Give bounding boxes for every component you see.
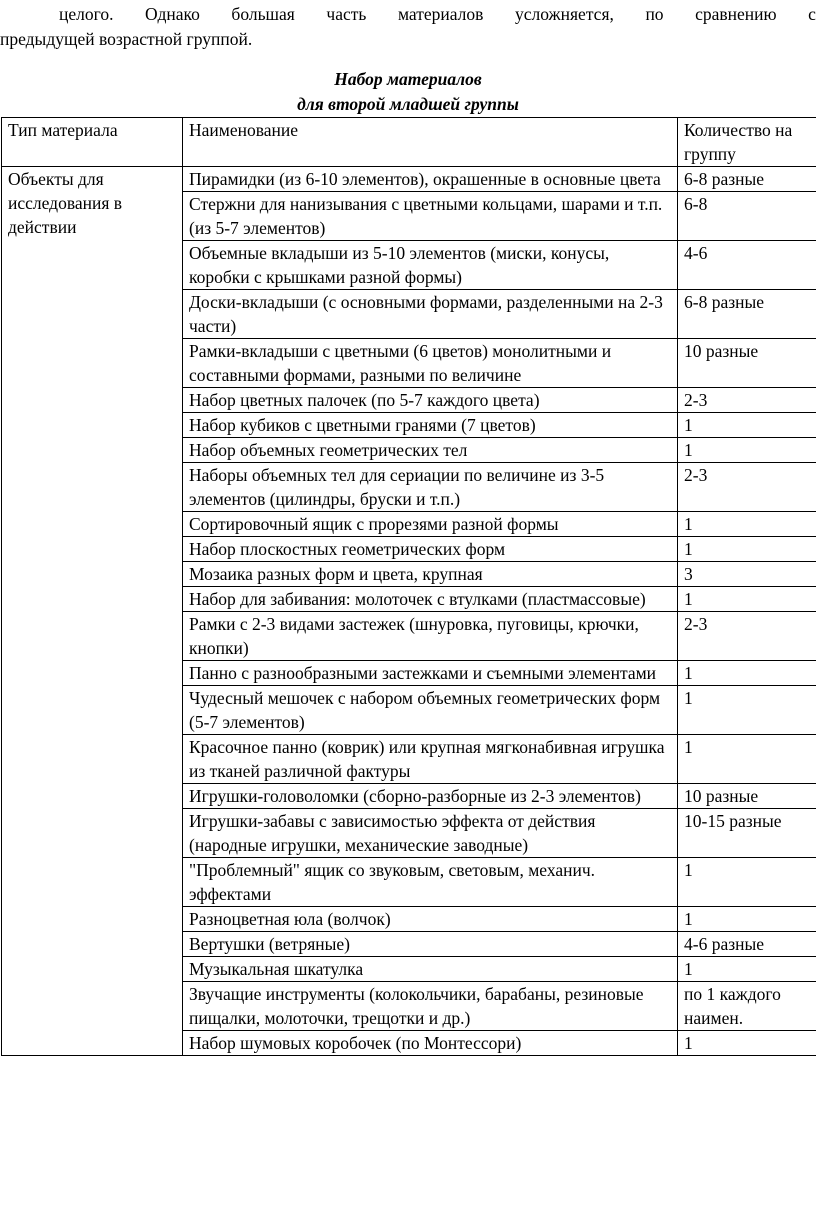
item-name-cell: Объемные вкладыши из 5-10 элементов (миски, конусы, коробки с крышками разной формы) [183, 241, 678, 290]
intro-line-2: предыдущей возрастной группой. [0, 29, 253, 49]
intro-word: материалов [397, 4, 484, 24]
category-cell: Объекты для исследования в действии [2, 167, 183, 1056]
item-qty-cell: 1 [678, 438, 816, 463]
item-qty-cell: 1 [678, 413, 816, 438]
item-qty-cell: 10-15 разные [678, 809, 816, 858]
item-qty-cell: 1 [678, 537, 816, 562]
item-name-cell: Чудесный мешочек с набором объемных геометрических форм (5-7 элементов) [183, 686, 678, 735]
table-row [2, 167, 816, 192]
intro-word: сравнению [695, 4, 777, 24]
item-name-cell: Наборы объемных тел для сериации по величине из 3-5 элементов (цилиндры, бруски и т.п.) [183, 463, 678, 512]
item-qty-cell: 2-3 [678, 612, 816, 661]
item-qty-cell: 4-6 [678, 241, 816, 290]
item-name-cell: Музыкальная шкатулка [183, 957, 678, 982]
item-qty-cell: 10 разные [678, 339, 816, 388]
item-qty-cell: 2-3 [678, 388, 816, 413]
item-qty-cell: 6-8 [678, 192, 816, 241]
item-qty-cell: 6-8 разные [678, 167, 816, 192]
intro-word: с [808, 4, 816, 24]
item-qty-cell: по 1 каждого наимен. [678, 982, 816, 1031]
item-qty-cell: 1 [678, 1031, 816, 1056]
item-name-cell: Рамки-вкладыши с цветными (6 цветов) монолитными и составными формами, разными по величине [183, 339, 678, 388]
item-name-cell: Набор объемных геометрических тел [183, 438, 678, 463]
item-name-cell: Набор цветных палочек (по 5-7 каждого цвета) [183, 388, 678, 413]
item-qty-cell: 1 [678, 686, 816, 735]
item-name-cell: Рамки с 2-3 видами застежек (шнуровка, пуговицы, крючки, кнопки) [183, 612, 678, 661]
item-name-cell: Набор кубиков с цветными гранями (7 цветов) [183, 413, 678, 438]
title-line-2: для второй младшей группы [297, 94, 519, 114]
item-qty-cell: 1 [678, 907, 816, 932]
item-name-cell: Игрушки-головоломки (сборно-разборные из 2-3 элементов) [183, 784, 678, 809]
intro-word: большая [231, 4, 295, 24]
item-qty-cell: 1 [678, 587, 816, 612]
item-qty-cell: 2-3 [678, 463, 816, 512]
item-name-cell: Доски-вкладыши (с основными формами, разделенными на 2-3 части) [183, 290, 678, 339]
item-name-cell: Набор шумовых коробочек (по Монтессори) [183, 1031, 678, 1056]
item-name-cell: Игрушки-забавы с зависимостью эффекта от действия (народные игрушки, механические заводные) [183, 809, 678, 858]
intro-word: усложняется, [514, 4, 614, 24]
item-qty-cell: 6-8 разные [678, 290, 816, 339]
header-qty: Количество на группу [678, 118, 816, 167]
item-qty-cell: 10 разные [678, 784, 816, 809]
item-qty-cell: 4-6 разные [678, 932, 816, 957]
item-name-cell: Вертушки (ветряные) [183, 932, 678, 957]
item-name-cell: Пирамидки (из 6-10 элементов), окрашенные в основные цвета [183, 167, 678, 192]
item-qty-cell: 1 [678, 957, 816, 982]
header-type: Тип материала [2, 118, 183, 167]
intro-word: часть [326, 4, 367, 24]
title-line-1: Набор материалов [334, 69, 482, 89]
item-qty-cell: 1 [678, 661, 816, 686]
item-name-cell: Набор плоскостных геометрических форм [183, 537, 678, 562]
item-name-cell: Мозаика разных форм и цвета, крупная [183, 562, 678, 587]
table-title [0, 67, 816, 117]
header-name: Наименование [183, 118, 678, 167]
item-name-cell: Набор для забивания: молоточек с втулками (пластмассовые) [183, 587, 678, 612]
item-qty-cell: 1 [678, 858, 816, 907]
intro-word: по [645, 4, 664, 24]
item-qty-cell: 1 [678, 512, 816, 537]
item-name-cell: Панно с разнообразными застежками и съемными элементами [183, 661, 678, 686]
intro-paragraph [0, 2, 816, 52]
item-name-cell: "Проблемный" ящик со звуковым, световым, механич. эффектами [183, 858, 678, 907]
intro-line-1 [0, 2, 816, 27]
item-qty-cell: 1 [678, 735, 816, 784]
item-name-cell: Красочное панно (коврик) или крупная мягконабивная игрушка из тканей различной фактуры [183, 735, 678, 784]
item-qty-cell: 3 [678, 562, 816, 587]
table-body [2, 167, 816, 1056]
item-name-cell: Сортировочный ящик с прорезями разной формы [183, 512, 678, 537]
header-row [2, 118, 816, 167]
intro-word: Однако [145, 4, 200, 24]
intro-word: целого. [59, 4, 114, 24]
materials-table [1, 117, 816, 1056]
item-name-cell: Звучащие инструменты (колокольчики, барабаны, резиновые пищалки, молоточки, трещотки и др.) [183, 982, 678, 1031]
item-name-cell: Разноцветная юла (волчок) [183, 907, 678, 932]
item-name-cell: Стержни для нанизывания с цветными кольцами, шарами и т.п. (из 5-7 элементов) [183, 192, 678, 241]
